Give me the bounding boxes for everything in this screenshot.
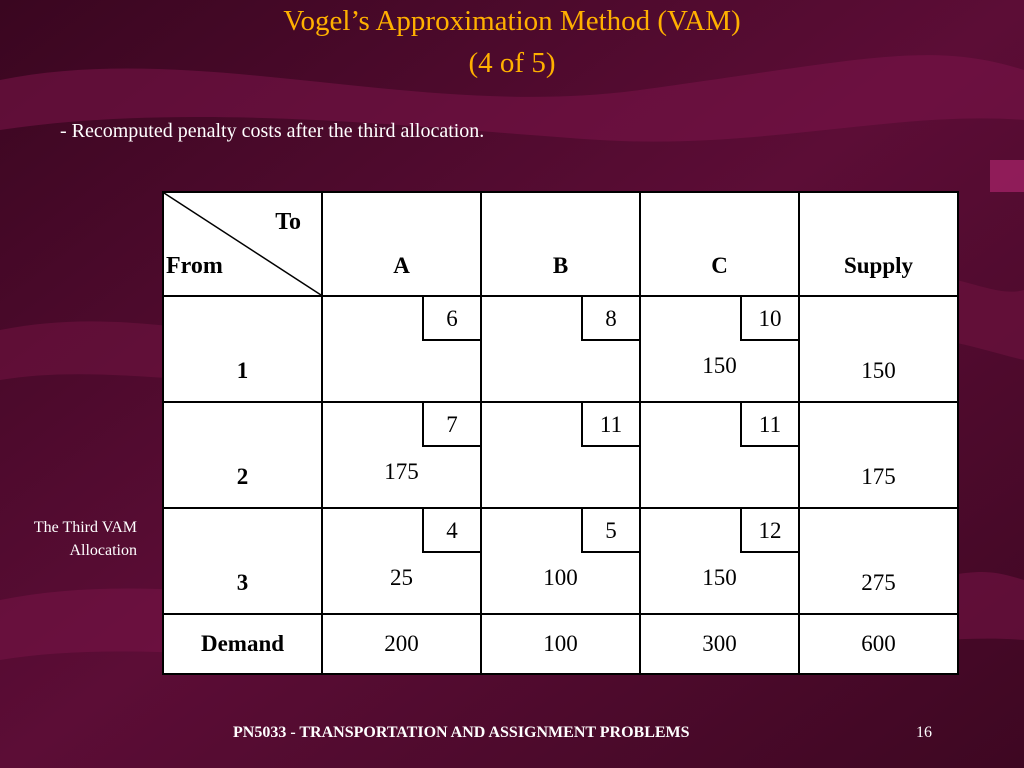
cost-box: 4 [422,509,480,553]
to-label: To [275,209,301,235]
page-number: 16 [916,724,932,741]
route-cell [322,296,481,402]
column-header-b: B [481,192,640,296]
demand-cell: 200 [322,614,481,674]
allocation: 25 [390,565,413,590]
demand-total: 600 [799,614,958,674]
allocation: 150 [702,353,737,378]
allocation: 100 [543,565,578,590]
supply-cell: 275 [799,508,958,614]
demand-label: Demand [163,614,322,674]
table-header-row [163,192,958,296]
slide-title: Vogel’s Approximation Method (VAM) [283,5,741,37]
row-label: 2 [163,402,322,508]
table-row [163,402,958,508]
column-header-supply: Supply [799,192,958,296]
route-cell [481,508,640,614]
corner-cell [163,192,322,296]
side-note [0,516,137,562]
column-header-a: A [322,192,481,296]
column-header-c: C [640,192,799,296]
cost-box: 11 [581,403,639,447]
side-note-line: The Third VAM [33,519,137,536]
cost-box: 11 [740,403,798,447]
allocation: 175 [384,459,419,484]
table-row [163,508,958,614]
cost-box: 8 [581,297,639,341]
route-cell [640,296,799,402]
slide-title-part: (4 of 5) [468,47,556,79]
from-label: From [166,253,223,279]
demand-cell: 300 [640,614,799,674]
row-label: 3 [163,508,322,614]
route-cell [481,296,640,402]
demand-cell: 100 [481,614,640,674]
slide-subtitle: - Recomputed penalty costs after the third allocation. [60,120,485,142]
route-cell [481,402,640,508]
route-cell [640,402,799,508]
allocation: 150 [702,565,737,590]
route-cell [322,402,481,508]
route-cell [322,508,481,614]
cost-box: 7 [422,403,480,447]
cost-box: 6 [422,297,480,341]
cost-box: 5 [581,509,639,553]
table-row [163,296,958,402]
demand-row [163,614,958,674]
cost-box: 10 [740,297,798,341]
transportation-table [162,191,959,675]
side-note-line: Allocation [69,542,137,559]
supply-cell: 175 [799,402,958,508]
route-cell [640,508,799,614]
slide-footer: PN5033 - TRANSPORTATION AND ASSIGNMENT PROBLEMS [233,724,690,741]
cost-box: 12 [740,509,798,553]
row-label: 1 [163,296,322,402]
supply-cell: 150 [799,296,958,402]
